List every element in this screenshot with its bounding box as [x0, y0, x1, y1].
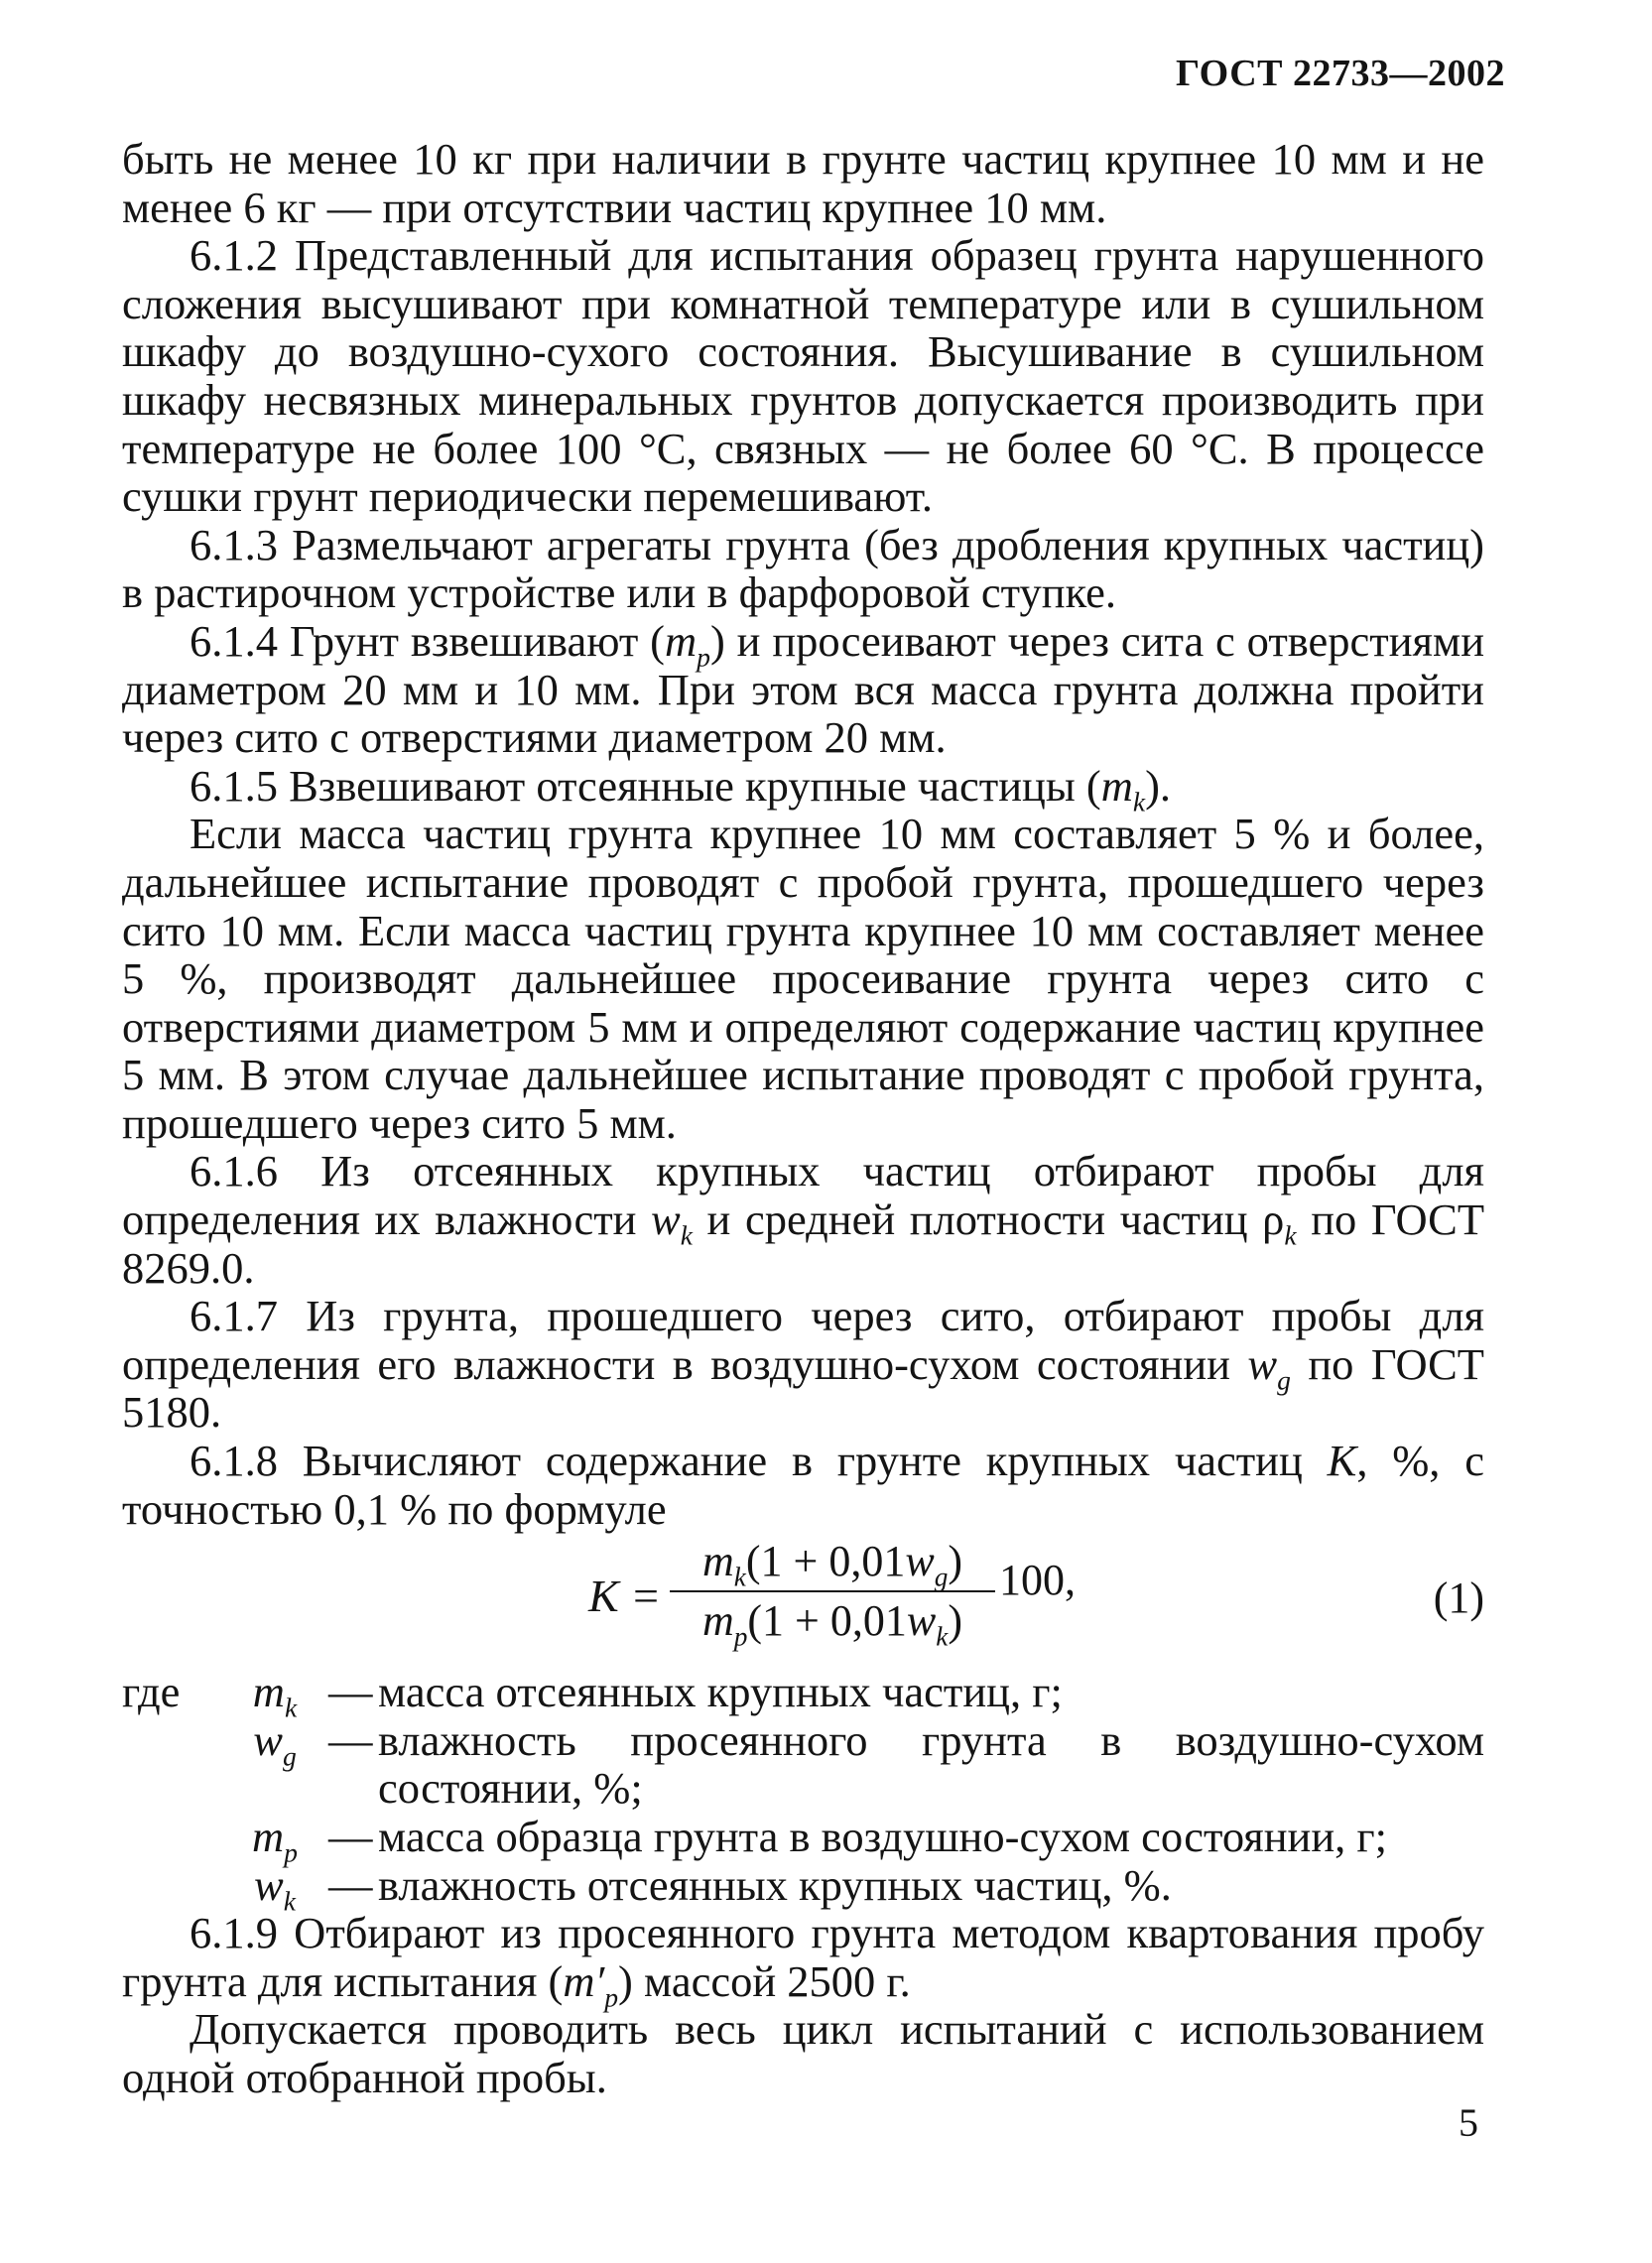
paragraph-allowance: Допускается проводить весь цикл испытаний с использованием одной отобранной пробы. — [122, 2004, 1484, 2102]
legend-row: $m_p$ — масса образца грунта в воздушно-сухом состоянии, г; — [252, 1812, 1388, 1868]
symbol-m: m — [1100, 760, 1133, 811]
subscript-p: p — [604, 1981, 619, 2013]
legend-row: $w_k$ — влажность отсеянных крупных частиц, %. — [254, 1859, 1172, 1917]
legend-row: где $m_k$ — масса отсеянных крупных частиц, г; — [122, 1667, 1063, 1723]
formula-1 — [122, 1535, 1484, 1660]
paragraph-6-1-7: 6.1.7 Из грунта, прошедшего через сито, отбирают пробы для определения его влажности в воздушно-сухом состоянии $w_g$ по ГОСТ 5180. — [122, 1291, 1484, 1438]
paragraph-6-1-6: 6.1.6 Из отсеянных крупных частиц отбирают пробы для определения их влажности $w_k$ и средней плотности частиц $\rho_k$ по ГОСТ 8269.0. — [122, 1146, 1485, 1293]
symbol-m: m — [665, 615, 698, 666]
paragraph-6-1-3: 6.1.3 Размельчают агрегаты грунта (без дробления крупных частиц) в растирочном устройстве или в фарфоровой ступке. — [122, 519, 1484, 618]
formula-lhs: K = — [588, 1571, 662, 1622]
paragraph-6-1-4: 6.1.4 Грунт взвешивают $(m_p)$ и просеивают через сита с отверстиями диаметром 20 мм и 10 мм. При этом вся масса грунта должна пройти через сито с отверстиями диаметром 20 мм. — [122, 615, 1485, 763]
body-text — [122, 135, 1484, 2102]
legend-where: где — [122, 1667, 181, 1717]
symbol-K: K — [1327, 1436, 1357, 1486]
paragraph-6-1-9: 6.1.9 Отбирают из просеянного грунта методом квартования пробу грунта для испытания $(m'_p)$ массой 2500 г. — [122, 1908, 1484, 2013]
page-number: 5 — [1459, 2100, 1478, 2145]
formula-legend — [122, 1667, 1484, 1917]
paragraph-6-1-8: 6.1.8 Вычисляют содержание в грунте крупных частиц K, %, с точностью 0,1 % по формуле — [122, 1436, 1484, 1534]
formula-fraction — [666, 1535, 999, 1652]
symbol-m-prime: m′ — [563, 1955, 605, 2006]
paragraph-6-1-5-continuation: Если масса частиц грунта крупнее 10 мм составляет 5 % и более, дальнейшее испытание проводят с пробой грунта, прошедшего через сито 10 мм. Если масса частиц грунта крупнее 10 мм составляет менее 5 %, производят дальнейшее просеивание грунта через сито с отверстиями диаметром 5 мм и определяют содержание частиц крупнее 5 мм. В этом случае дальнейшее испытание проводят с пробой грунта, прошедшего через сито 5 мм. — [122, 809, 1484, 1148]
legend-row: $w_g$ — влажность просеянного грунта в воздушно-сухом состоянии, %; — [253, 1714, 1484, 1814]
standard-header: ГОСТ 22733—2002 — [1175, 53, 1505, 94]
formula-numerator: $m_k(1 + 0,01w_g)$ — [701, 1537, 962, 1592]
subscript-p: p — [697, 641, 710, 673]
formula-denominator: $m_p(1 + 0,01w_k)$ — [701, 1596, 962, 1652]
paragraph-6-1-5: 6.1.5 Взвешивают отсеянные крупные частицы $(m_k)$. — [190, 760, 1172, 817]
paragraph-6-1-2: 6.1.2 Представленный для испытания образец грунта нарушенного сложения высушивают при комнатной температуре или в сушильном шкафу до воздушно-сухого состояния. Высушивание в сушильном шкафу несвязных минеральных грунтов допускается производить при температуре не более 100 °С, связных — не более 60 °С. В процессе сушки грунт периодически перемешивают. — [122, 230, 1484, 522]
symbol-w: w — [1247, 1338, 1278, 1389]
subscript-k: k — [680, 1219, 693, 1251]
equation-number: (1) — [1433, 1573, 1484, 1623]
paragraph-continuation: быть не менее 10 кг при наличии в грунте частиц крупнее 10 мм и не менее 6 кг — при отсутствии частиц крупнее 10 мм. — [122, 134, 1484, 232]
symbol-w: w — [651, 1194, 681, 1245]
subscript-k: k — [1132, 786, 1146, 817]
symbol-rho: ρ — [1262, 1194, 1285, 1245]
subscript-g: g — [1277, 1364, 1291, 1396]
subscript-k: k — [1284, 1219, 1297, 1251]
formula-multiplier: 100, — [999, 1556, 1076, 1605]
